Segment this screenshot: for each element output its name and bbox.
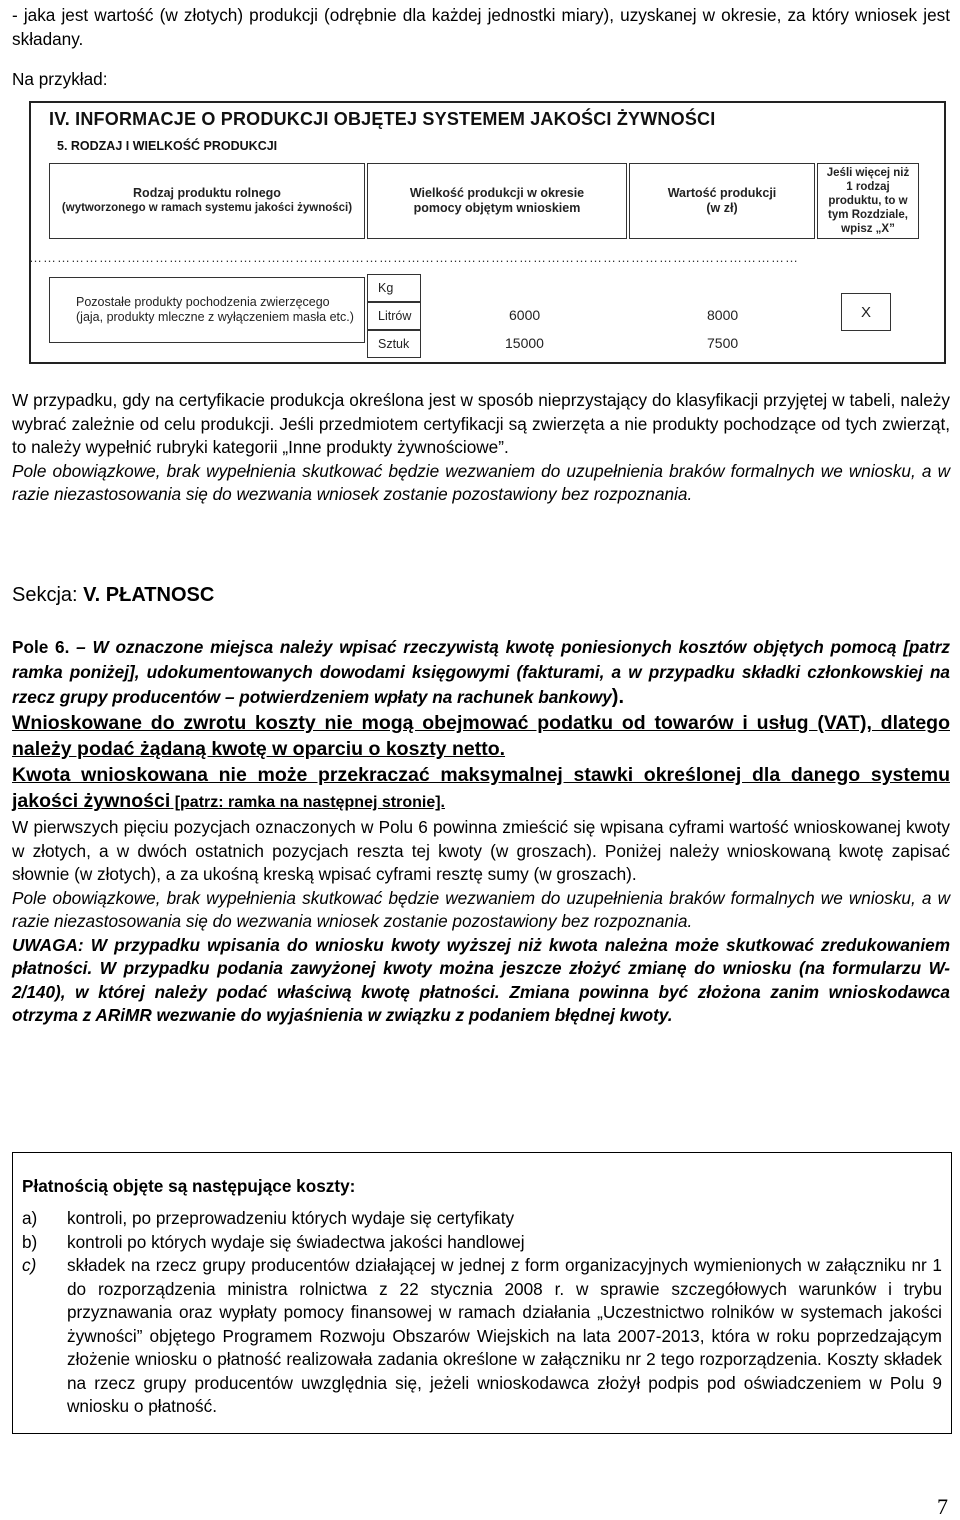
list-item-text: kontroli, po przeprowadzeniu których wydaje się certyfikaty <box>67 1208 515 1228</box>
field6-instruction-paragraph <box>12 635 950 710</box>
quantity-pieces: 15000 <box>505 335 544 351</box>
list-item-text: kontroli po których wydaje się świadectwa jakości handlowej <box>67 1231 525 1252</box>
field6-dash: – <box>69 637 93 657</box>
classification-paragraph: W przypadku, gdy na certyfikacie produkcja określona jest w sposób nieprzystający do klasyfikacji przyjętej w tabeli, należy wybrać zależnie od celu produkcji. Jeśli przedmiotem certyfikacji są zwierzęta a nie produkty pochodzące od tych zwierząt, to należy wypełnić rubryki kategorii „Inne produkty żywnościowe”. <box>12 390 950 457</box>
unit-pieces: Sztuk <box>367 330 421 358</box>
form-excerpt-figure <box>29 101 946 364</box>
field6-label: Pole 6. <box>12 637 70 657</box>
form-separator: ………………………………………………………………………………………………………………………………………………… <box>29 250 799 264</box>
example-label: Na przykład: <box>12 69 108 89</box>
list-item <box>22 1231 942 1255</box>
header-quantity: Wielkość produkcji w okresie pomocy objętym wnioskiem <box>367 163 627 239</box>
list-item <box>22 1207 942 1231</box>
field6-instruction: W oznaczone miejsca należy wpisać rzeczywistą kwotę poniesionych kosztów objętych pomocą [patrz ramka poniżej], udokumentowanych dowodami księgowymi (fakturami, a w przypadku składki członkowskiej na rzecz grupy producentów – potwierdzeniem wpłaty na rachunek bankowy <box>12 637 950 707</box>
form-heading: IV. INFORMACJE O PRODUKCJI OBJĘTEJ SYSTEMEM JAKOŚCI ŻYWNOŚCI <box>49 109 716 129</box>
page-number: 7 <box>937 1494 948 1519</box>
row-product-name: Pozostałe produkty pochodzenia zwierzęcego (jaja, produkty mleczne z wyłączeniem masła etc.) <box>49 277 365 343</box>
section-name: V. PŁATNOSC <box>83 584 215 606</box>
mandatory-note-1: Pole obowiązkowe, brak wypełnienia skutkować będzie wezwaniem do uzupełnienia braków formalnych we wniosku, a w razie niezastosowania się do wezwania wniosek zostanie pozostawiony bez rozpoznania. <box>12 460 950 504</box>
list-marker: c) <box>22 1255 37 1275</box>
list-item-text: składek na rzecz grupy producentów działającej w jednej z form organizacyjnych wymienionych w załączniku nr 1 do rozporządzenia ministra rolnictwa z 22 stycznia 2008 r. w sprawie szczegółowych warunków i trybu przyznawania oraz wypłaty pomocy finansowej w ramach działania „Uczestnictwo rolników w systemach jakości żywności” objętego Programem Rozwoju Obszarów Wiejskich na lata 2007-2013, która w roku poprzedzającym złożenie wniosku o płatność realizowała zadania określone w załączniku nr 2 tego rozporządzenia. Koszty składek na rzecz grupy producentów uwzględnia się, jeżeli wnioskodawca złożył podpis pod oświadczeniem w Polu 9 wniosku o płatność. <box>67 1255 942 1416</box>
digits-note: W pierwszych pięciu pozycjach oznaczonych w Polu 6 powinna zmieścić się wpisana cyframi wartość wnioskowanej kwoty w złotych, a w dwóch ostatnich pozycjach reszta tej kwoty (w groszach). Poniżej należy wnioskowaną kwotę zapisać słownie (w złotych), a za ukośną kreską wpisać cyframi resztę sumy (w groszach). <box>12 817 950 884</box>
max-note-text: Kwota wnioskowana nie może przekraczać maksymalnej stawki określonej dla danego systemu jakości żywności <box>12 764 950 812</box>
vat-note: Wnioskowane do zwrotu koszty nie mogą obejmować podatku od towarów i usług (VAT), dlatego należy podać żądaną kwotę w oparciu o koszty netto. <box>12 712 950 760</box>
quantity-litres: 6000 <box>509 307 541 323</box>
unit-litres: Litrów <box>367 302 421 330</box>
warning-note: UWAGA: W przypadku wpisania do wniosku kwoty wyższej niż kwota należna może skutkować zredukowaniem płatności. W przypadku podania zawyżonej kwoty można jeszcze złożyć zmianę do wniosku (na formularzu W-2/140), w której należy podać właściwą kwotę płatności. Zmiana powinna być złożona zanim wnioskodawca otrzyma z ARiMR wezwanie do wyjaśnienia w związku z podaniem błędnej kwoty. <box>12 934 950 1025</box>
list-marker: b) <box>22 1231 38 1252</box>
intro-text: - jaka jest wartość (w złotych) produkcji (odrębnie dla każdej jednostki miary), uzyskanej w okresie, za który wniosek jest składany. <box>12 5 950 49</box>
header-product-note: (wytworzonego w ramach systemu jakości żywności) <box>61 202 353 214</box>
max-amount-note <box>12 762 950 816</box>
section-title <box>12 584 214 607</box>
value-pieces: 7500 <box>707 335 739 351</box>
form-subheading: 5. RODZAJ I WIELKOŚĆ PRODUKCJI <box>57 139 278 153</box>
costs-list <box>22 1207 942 1419</box>
field6-instruction-end: ). <box>611 686 624 708</box>
costs-box <box>12 1152 952 1434</box>
section-prefix: Sekcja: <box>12 584 84 606</box>
list-item <box>22 1254 942 1419</box>
mandatory-note-2: Pole obowiązkowe, brak wypełnienia skutkować będzie wezwaniem do uzupełnienia braków formalnych we wniosku, a w razie niezastosowania się do wezwania wniosek zostanie pozostawiony bez rozpoznania. <box>12 887 950 931</box>
max-note-ref: [patrz: ramka na następnej stronie]. <box>170 794 445 811</box>
costs-box-title: Płatnością objęte są następujące koszty: <box>22 1176 356 1196</box>
list-marker: a) <box>22 1208 38 1228</box>
header-value: Wartość produkcji (w zł) <box>629 163 815 239</box>
unit-kg: Kg <box>367 274 421 302</box>
flag-box: X <box>841 293 891 331</box>
header-product-type <box>49 163 365 239</box>
header-flag: Jeśli więcej niż 1 rodzaj produktu, to w tym Rozdziale, wpisz „X” <box>817 163 919 239</box>
value-litres: 8000 <box>707 307 739 323</box>
header-product-title: Rodzaj produktu rolnego <box>133 186 281 200</box>
